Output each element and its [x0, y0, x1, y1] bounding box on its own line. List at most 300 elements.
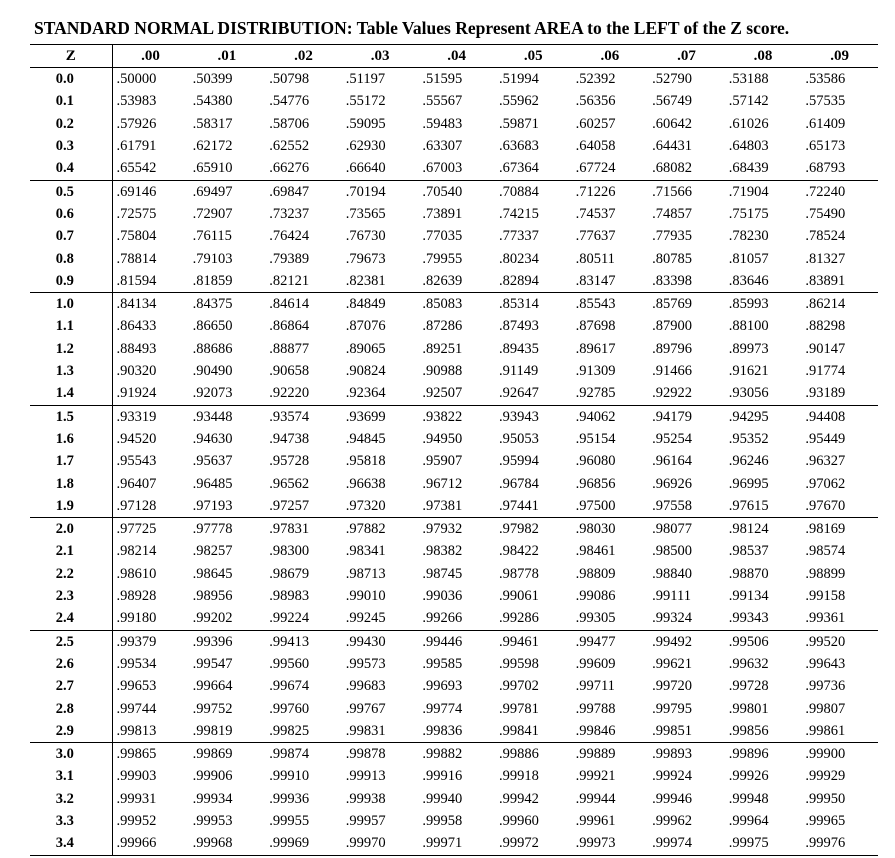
table-cell: .99906	[192, 768, 233, 785]
z-row-label: 0.5	[30, 180, 112, 203]
table-cell: .98169	[805, 521, 846, 538]
table-row	[30, 743, 878, 766]
table-cell: .99702	[498, 678, 539, 695]
table-cell: .98257	[192, 543, 233, 560]
table-cell: .71566	[652, 183, 693, 200]
table-cell: .99938	[345, 790, 386, 807]
table-cell: .94630	[192, 430, 233, 447]
table-cell: .95543	[116, 453, 157, 470]
table-cell: .99962	[652, 812, 693, 829]
table-body	[30, 68, 878, 855]
table-cell: .85993	[728, 296, 769, 313]
table-cell: .99973	[572, 832, 649, 855]
table-row	[30, 338, 878, 360]
table-row	[30, 473, 878, 495]
table-cell: .98745	[422, 565, 463, 582]
table-cell: .99781	[498, 700, 539, 717]
z-column-header: Z	[30, 45, 112, 68]
table-cell: .99643	[805, 655, 846, 672]
table-cell: .99924	[652, 768, 693, 785]
table-cell: .97193	[189, 495, 266, 518]
table-cell: .99134	[728, 588, 769, 605]
table-row	[30, 518, 878, 541]
table-cell: .99598	[498, 655, 539, 672]
column-header: .01	[189, 45, 266, 68]
table-cell: .99534	[116, 655, 157, 672]
z-row-label: 3.0	[30, 743, 112, 766]
column-header: .05	[495, 45, 572, 68]
z-row-label: 2.9	[30, 720, 112, 743]
table-cell: .61409	[805, 115, 846, 132]
table-cell: .84134	[116, 296, 157, 313]
table-cell: .99461	[498, 633, 539, 650]
table-cell: .53188	[728, 71, 769, 88]
table-row	[30, 428, 878, 450]
table-cell: .94520	[116, 430, 157, 447]
table-cell: .55567	[422, 93, 463, 110]
table-cell: .75804	[116, 228, 157, 245]
table-cell: .97932	[422, 521, 463, 538]
z-row-label: 3.3	[30, 810, 112, 832]
column-header: .00	[112, 45, 189, 68]
table-cell: .51595	[422, 71, 463, 88]
z-row-label: 0.4	[30, 157, 112, 180]
table-row	[30, 766, 878, 788]
z-row-label: 2.5	[30, 630, 112, 653]
table-cell: .85083	[422, 296, 463, 313]
table-cell: .99957	[345, 812, 386, 829]
table-cell: .99632	[728, 655, 769, 672]
z-row-label: 0.2	[30, 113, 112, 135]
table-cell: .86650	[192, 318, 233, 335]
table-cell: .98610	[116, 565, 157, 582]
table-cell: .78524	[805, 228, 846, 245]
table-cell: .96712	[422, 475, 463, 492]
table-row	[30, 203, 878, 225]
table-cell: .96784	[498, 475, 539, 492]
table-cell: .99900	[805, 746, 846, 763]
table-cell: .97882	[345, 521, 386, 538]
table-cell: .82121	[265, 270, 342, 293]
table-cell: .56749	[652, 93, 693, 110]
table-cell: .50798	[269, 71, 310, 88]
table-cell: .82894	[495, 270, 572, 293]
table-cell: .99910	[269, 768, 310, 785]
table-cell: .99245	[342, 607, 419, 630]
table-cell: .99968	[189, 832, 266, 855]
table-cell: .92220	[265, 382, 342, 405]
z-row-label: 0.0	[30, 68, 112, 91]
table-cell: .58317	[192, 115, 233, 132]
table-cell: .80785	[652, 250, 693, 267]
table-cell: .97558	[648, 495, 725, 518]
table-cell: .98574	[805, 543, 846, 560]
table-cell: .99788	[575, 700, 616, 717]
table-cell: .87698	[575, 318, 616, 335]
table-cell: .99506	[728, 633, 769, 650]
table-cell: .99936	[269, 790, 310, 807]
table-cell: .87900	[652, 318, 693, 335]
table-cell: .99585	[422, 655, 463, 672]
table-cell: .99961	[575, 812, 616, 829]
table-cell: .59871	[498, 115, 539, 132]
table-cell: .99955	[269, 812, 310, 829]
table-cell: .79389	[269, 250, 310, 267]
table-cell: .86433	[116, 318, 157, 335]
table-cell: .99111	[652, 588, 691, 605]
table-cell: .98214	[116, 543, 157, 560]
table-cell: .97778	[192, 521, 233, 538]
table-cell: .89617	[575, 340, 616, 357]
table-cell: .95637	[192, 453, 233, 470]
table-row	[30, 405, 878, 428]
table-cell: .99653	[116, 678, 157, 695]
table-row	[30, 541, 878, 563]
table-cell: .96080	[575, 453, 616, 470]
table-cell: .99831	[342, 720, 419, 743]
table-cell: .54776	[269, 93, 310, 110]
table-cell: .95352	[728, 430, 769, 447]
z-table	[30, 44, 878, 856]
table-cell: .99975	[725, 832, 802, 855]
table-cell: .84614	[269, 296, 310, 313]
table-cell: .81859	[189, 270, 266, 293]
table-cell: .99560	[269, 655, 310, 672]
table-cell: .98983	[269, 588, 310, 605]
column-header: .04	[418, 45, 495, 68]
table-cell: .99752	[192, 700, 233, 717]
table-cell: .88493	[116, 340, 157, 357]
table-cell: .94738	[269, 430, 310, 447]
table-cell: .99972	[495, 832, 572, 855]
table-cell: .76730	[345, 228, 386, 245]
table-cell: .65173	[805, 138, 846, 155]
table-cell: .99869	[192, 746, 233, 763]
z-row-label: 2.3	[30, 585, 112, 607]
table-cell: .99913	[345, 768, 386, 785]
table-cell: .85543	[575, 296, 616, 313]
table-cell: .89065	[345, 340, 386, 357]
table-cell: .73891	[422, 205, 463, 222]
table-cell: .68082	[648, 157, 725, 180]
table-cell: .99446	[422, 633, 463, 650]
table-cell: .65542	[112, 157, 189, 180]
table-cell: .96327	[805, 453, 846, 470]
table-cell: .81327	[805, 250, 846, 267]
table-cell: .99061	[498, 588, 539, 605]
table-cell: .99736	[805, 678, 846, 695]
table-row	[30, 225, 878, 247]
z-row-label: 2.1	[30, 541, 112, 563]
table-cell: .59095	[345, 115, 386, 132]
table-cell: .98840	[652, 565, 693, 582]
table-cell: .99940	[422, 790, 463, 807]
table-cell: .99934	[192, 790, 233, 807]
table-cell: .99960	[498, 812, 539, 829]
table-cell: .59483	[422, 115, 463, 132]
table-cell: .99841	[495, 720, 572, 743]
table-cell: .67364	[495, 157, 572, 180]
table-cell: .99286	[495, 607, 572, 630]
z-row-label: 1.1	[30, 316, 112, 338]
table-cell: .92647	[495, 382, 572, 405]
table-cell: .99946	[652, 790, 693, 807]
table-cell: .99856	[725, 720, 802, 743]
table-cell: .99744	[116, 700, 157, 717]
table-cell: .99767	[345, 700, 386, 717]
table-cell: .99976	[801, 832, 878, 855]
table-cell: .98537	[728, 543, 769, 560]
z-row-label: 1.6	[30, 428, 112, 450]
table-cell: .99929	[805, 768, 846, 785]
table-cell: .99036	[422, 588, 463, 605]
column-header: .09	[801, 45, 878, 68]
table-cell: .83891	[801, 270, 878, 293]
table-cell: .96562	[269, 475, 310, 492]
table-cell: .99882	[422, 746, 463, 763]
table-cell: .88298	[805, 318, 846, 335]
table-cell: .77637	[575, 228, 616, 245]
table-cell: .99886	[498, 746, 539, 763]
table-cell: .57926	[116, 115, 157, 132]
table-cell: .99896	[728, 746, 769, 763]
table-row	[30, 450, 878, 472]
table-cell: .86864	[269, 318, 310, 335]
table-cell: .52790	[652, 71, 693, 88]
table-row	[30, 135, 878, 157]
table-cell: .99878	[345, 746, 386, 763]
table-cell: .71904	[728, 183, 769, 200]
column-header: .07	[648, 45, 725, 68]
table-cell: .74537	[575, 205, 616, 222]
table-cell: .55962	[498, 93, 539, 110]
table-cell: .99674	[269, 678, 310, 695]
table-cell: .64803	[728, 138, 769, 155]
table-cell: .99547	[192, 655, 233, 672]
table-cell: .99086	[575, 588, 616, 605]
table-cell: .96856	[575, 475, 616, 492]
table-cell: .75490	[805, 205, 846, 222]
table-cell: .99836	[418, 720, 495, 743]
table-cell: .79955	[422, 250, 463, 267]
table-cell: .87286	[422, 318, 463, 335]
table-cell: .98300	[269, 543, 310, 560]
table-cell: .89435	[498, 340, 539, 357]
table-cell: .97725	[116, 521, 157, 538]
table-cell: .99813	[112, 720, 189, 743]
table-cell: .94950	[422, 430, 463, 447]
table-cell: .99807	[805, 700, 846, 717]
table-cell: .99477	[575, 633, 616, 650]
table-cell: .96407	[116, 475, 157, 492]
table-cell: .95254	[652, 430, 693, 447]
table-cell: .99379	[116, 633, 157, 650]
table-cell: .98124	[728, 521, 769, 538]
z-row-label: 2.4	[30, 607, 112, 630]
table-cell: .97670	[801, 495, 878, 518]
table-cell: .91149	[498, 363, 539, 380]
table-cell: .98077	[652, 521, 693, 538]
table-cell: .64431	[652, 138, 693, 155]
table-cell: .98341	[345, 543, 386, 560]
table-row	[30, 68, 878, 91]
table-cell: .99801	[728, 700, 769, 717]
table-cell: .91621	[728, 363, 769, 380]
table-cell: .97128	[112, 495, 189, 518]
table-cell: .93699	[345, 408, 386, 425]
table-row	[30, 607, 878, 630]
table-cell: .94295	[728, 408, 769, 425]
table-cell: .99664	[192, 678, 233, 695]
table-cell: .98899	[805, 565, 846, 582]
table-cell: .84375	[192, 296, 233, 313]
table-cell: .98778	[498, 565, 539, 582]
table-cell: .97500	[572, 495, 649, 518]
table-cell: .99916	[422, 768, 463, 785]
z-row-label: 1.3	[30, 360, 112, 382]
z-row-label: 2.6	[30, 653, 112, 675]
table-cell: .99520	[805, 633, 846, 650]
table-cell: .99324	[648, 607, 725, 630]
table-cell: .94408	[805, 408, 846, 425]
table-cell: .99492	[652, 633, 693, 650]
table-cell: .99413	[269, 633, 310, 650]
table-cell: .98422	[498, 543, 539, 560]
table-cell: .99965	[805, 812, 846, 829]
table-cell: .52392	[575, 71, 616, 88]
table-cell: .95449	[805, 430, 846, 447]
table-cell: .90490	[192, 363, 233, 380]
table-cell: .95907	[422, 453, 463, 470]
table-cell: .95818	[345, 453, 386, 470]
table-cell: .71226	[575, 183, 616, 200]
table-cell: .99918	[498, 768, 539, 785]
table-cell: .98461	[575, 543, 616, 560]
table-cell: .99720	[652, 678, 693, 695]
table-cell: .57535	[805, 93, 846, 110]
table-cell: .93943	[498, 408, 539, 425]
table-cell: .98645	[192, 565, 233, 582]
table-row	[30, 248, 878, 270]
table-cell: .99952	[116, 812, 157, 829]
table-cell: .76424	[269, 228, 310, 245]
table-cell: .99819	[189, 720, 266, 743]
z-row-label: 1.5	[30, 405, 112, 428]
table-row	[30, 270, 878, 293]
table-cell: .79673	[345, 250, 386, 267]
table-cell: .99964	[728, 812, 769, 829]
table-cell: .99966	[112, 832, 189, 855]
table-cell: .93822	[422, 408, 463, 425]
table-header-row	[30, 45, 878, 68]
table-cell: .85314	[498, 296, 539, 313]
table-cell: .95728	[269, 453, 310, 470]
table-cell: .51197	[345, 71, 386, 88]
table-cell: .90320	[116, 363, 157, 380]
table-cell: .99974	[648, 832, 725, 855]
table-cell: .90824	[345, 363, 386, 380]
table-cell: .99683	[345, 678, 386, 695]
table-cell: .99158	[805, 588, 846, 605]
table-cell: .64058	[575, 138, 616, 155]
table-cell: .97831	[269, 521, 310, 538]
table-row	[30, 293, 878, 316]
z-row-label: 1.7	[30, 450, 112, 472]
table-cell: .99948	[728, 790, 769, 807]
table-cell: .69497	[192, 183, 233, 200]
table-cell: .66640	[342, 157, 419, 180]
table-cell: .98956	[192, 588, 233, 605]
table-cell: .99865	[116, 746, 157, 763]
table-cell: .68439	[725, 157, 802, 180]
table-cell: .99180	[112, 607, 189, 630]
table-row	[30, 653, 878, 675]
table-cell: .96246	[728, 453, 769, 470]
table-cell: .63307	[422, 138, 463, 155]
table-cell: .74215	[498, 205, 539, 222]
table-row	[30, 563, 878, 585]
table-row	[30, 382, 878, 405]
table-cell: .99903	[116, 768, 157, 785]
table-cell: .61791	[116, 138, 157, 155]
table-cell: .93319	[116, 408, 157, 425]
z-row-label: 0.8	[30, 248, 112, 270]
table-cell: .98679	[269, 565, 310, 582]
table-cell: .73237	[269, 205, 310, 222]
table-cell: .89796	[652, 340, 693, 357]
table-cell: .97441	[495, 495, 572, 518]
table-cell: .98928	[116, 588, 157, 605]
z-row-label: 0.1	[30, 91, 112, 113]
table-cell: .91466	[652, 363, 693, 380]
table-cell: .50399	[192, 71, 233, 88]
table-cell: .51994	[498, 71, 539, 88]
table-cell: .98713	[345, 565, 386, 582]
table-cell: .99621	[652, 655, 693, 672]
table-cell: .95154	[575, 430, 616, 447]
table-cell: .99728	[728, 678, 769, 695]
table-cell: .50000	[116, 71, 157, 88]
table-row	[30, 360, 878, 382]
table-cell: .79103	[192, 250, 233, 267]
table-cell: .83147	[572, 270, 649, 293]
table-cell: .67724	[572, 157, 649, 180]
table-cell: .70540	[422, 183, 463, 200]
z-row-label: 1.9	[30, 495, 112, 518]
table-cell: .97257	[265, 495, 342, 518]
z-row-label: 1.0	[30, 293, 112, 316]
z-row-label: 0.7	[30, 225, 112, 247]
table-cell: .99874	[269, 746, 310, 763]
table-cell: .83646	[725, 270, 802, 293]
table-cell: .98030	[575, 521, 616, 538]
table-cell: .99361	[801, 607, 878, 630]
table-cell: .99921	[575, 768, 616, 785]
table-cell: .99893	[652, 746, 693, 763]
table-cell: .75175	[728, 205, 769, 222]
table-cell: .99846	[572, 720, 649, 743]
table-cell: .88686	[192, 340, 233, 357]
table-cell: .99958	[422, 812, 463, 829]
table-cell: .83398	[648, 270, 725, 293]
table-cell: .58706	[269, 115, 310, 132]
table-cell: .95053	[498, 430, 539, 447]
table-cell: .99430	[345, 633, 386, 650]
table-row	[30, 585, 878, 607]
table-cell: .89973	[728, 340, 769, 357]
table-cell: .99795	[652, 700, 693, 717]
z-row-label: 0.3	[30, 135, 112, 157]
